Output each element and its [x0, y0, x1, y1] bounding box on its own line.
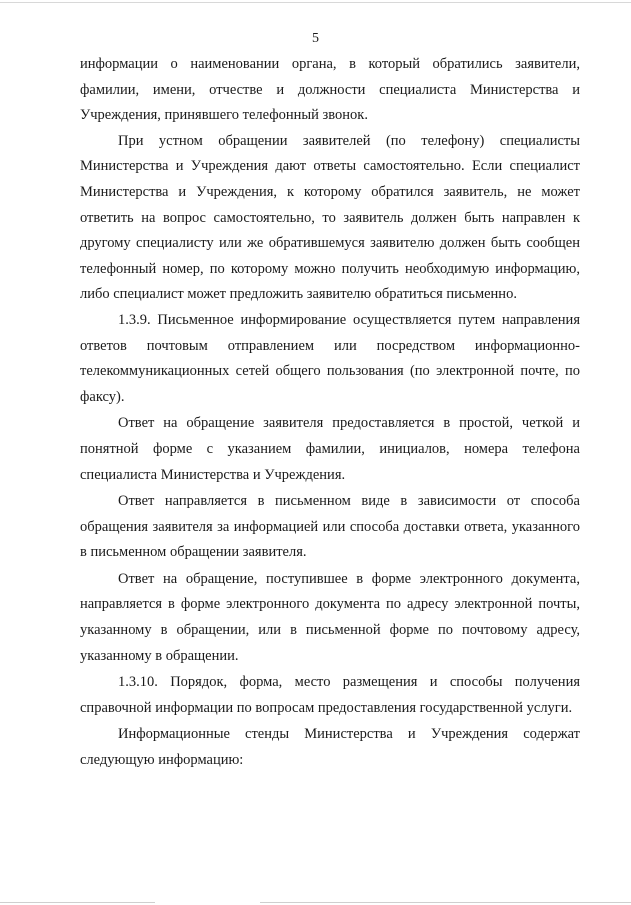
paragraph-oral-inquiry: При устном обращении заявителей (по телефону) специалисты Министерства и Учреждения дают ответы самостоятельно. Если специалист Министерства и Учреждения, к которому обратился заявитель, не может ответить на вопрос самостоятельно, то заявитель должен быть направлен к другому специалисту или же обратившемуся заявителю должен быть сообщен телефонный номер, по которому можно получить необходимую информацию, либо специалист может предложить заявителю обратиться письменно.	[80, 132, 580, 303]
paragraph-1-3-9: 1.3.9. Письменное информирование осуществляется путем направления ответов почтовым отправлением или посредством информационно-телекоммуникационных сетей общего пользования (по электронной почте, по факсу).	[80, 311, 580, 405]
paragraph-answer-form: Ответ на обращение заявителя предоставляется в простой, четкой и понятной форме с указанием фамилии, инициалов, номера телефона специалиста Министерства и Учреждения.	[80, 415, 580, 483]
body-text	[80, 52, 580, 774]
scan-edge-bottom-left	[0, 902, 155, 903]
paragraph-info-stands: Информационные стенды Министерства и Учреждения содержат следующую информацию:	[80, 726, 580, 769]
scan-edge-top	[0, 2, 631, 3]
page-number: 5	[312, 31, 319, 46]
paragraph-answer-written: Ответ направляется в письменном виде в зависимости от способа обращения заявителя за информацией или способа доставки ответа, указанного в письменном обращении заявителя.	[80, 493, 580, 561]
paragraph-continuation: информации о наименовании органа, в который обратились заявители, фамилии, имени, отчестве и должности специалиста Министерства и Учреждения, принявшего телефонный звонок.	[80, 56, 580, 124]
paragraph-1-3-10: 1.3.10. Порядок, форма, место размещения и способы получения справочной информации по вопросам предоставления государственной услуги.	[80, 674, 580, 716]
paragraph-answer-electronic: Ответ на обращение, поступившее в форме электронного документа, направляется в форме электронного документа по адресу электронной почты, указанному в обращении, или в письменной форме по почтовому адресу, указанному в обращении.	[80, 570, 580, 664]
scan-edge-bottom-right	[260, 902, 631, 903]
